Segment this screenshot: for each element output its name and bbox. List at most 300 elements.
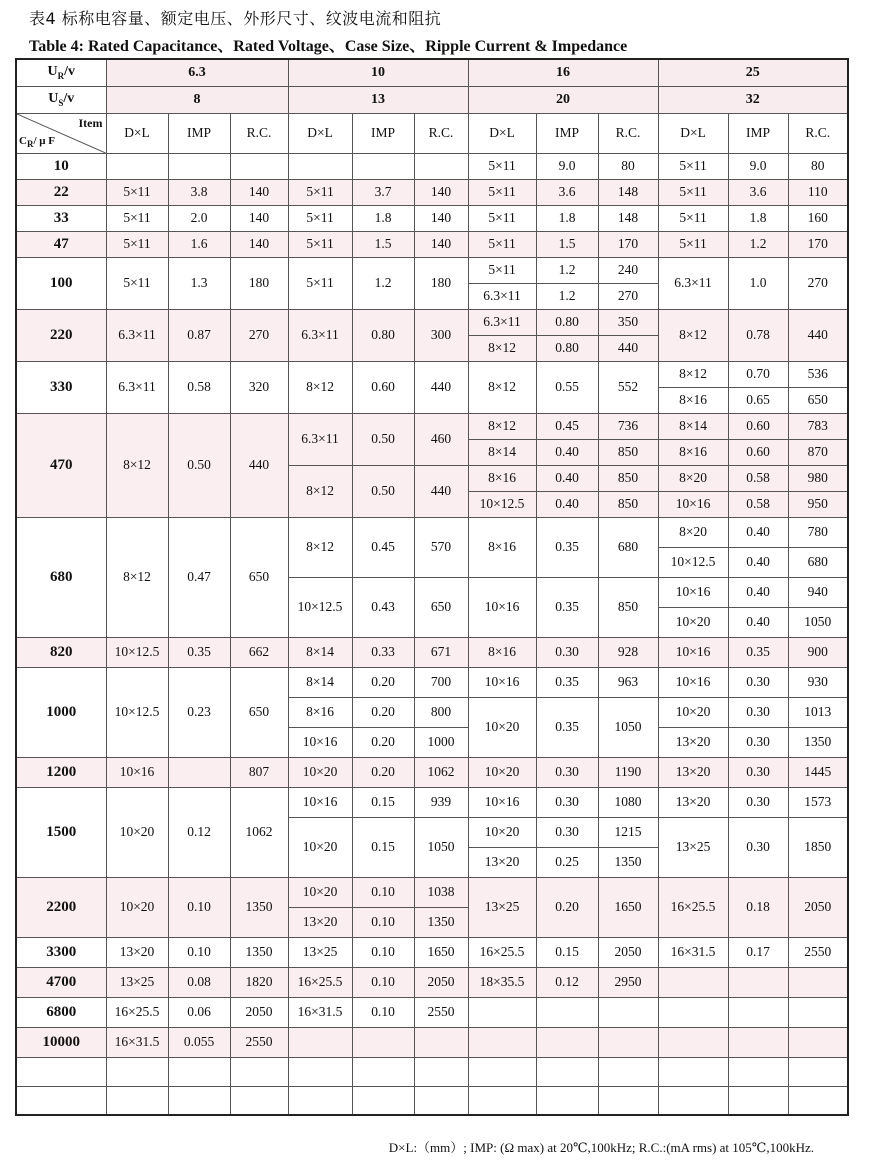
value-cell: 0.40: [728, 607, 788, 637]
value-cell: 10×12.5: [468, 491, 536, 517]
value-cell: 8×14: [288, 637, 352, 667]
value-cell: 1190: [598, 757, 658, 787]
value-cell: 8×16: [468, 637, 536, 667]
value-cell: 1013: [788, 697, 848, 727]
value-cell: 0.60: [728, 439, 788, 465]
value-cell: 170: [788, 231, 848, 257]
table-row: [16, 179, 848, 205]
capacitance-cell: 470: [16, 413, 106, 517]
table-row: [16, 967, 848, 997]
value-cell: [598, 997, 658, 1027]
value-cell: 1.2: [728, 231, 788, 257]
value-cell: [414, 1027, 468, 1057]
value-cell: 440: [414, 465, 468, 517]
value-cell: [658, 967, 728, 997]
value-cell: 8×16: [288, 697, 352, 727]
value-cell: [468, 1086, 536, 1115]
value-cell: 570: [414, 517, 468, 577]
value-cell: 2050: [788, 877, 848, 937]
value-cell: 5×11: [468, 231, 536, 257]
value-cell: 140: [230, 179, 288, 205]
ur-value: 25: [658, 59, 848, 86]
value-cell: 350: [598, 309, 658, 335]
value-cell: 1.2: [352, 257, 414, 309]
value-cell: 180: [230, 257, 288, 309]
value-cell: 270: [788, 257, 848, 309]
capacitance-cell: 220: [16, 309, 106, 361]
value-cell: 1038: [414, 877, 468, 907]
table-row: [16, 787, 848, 817]
capacitance-cell: 33: [16, 205, 106, 231]
value-cell: 1650: [414, 937, 468, 967]
value-cell: 536: [788, 361, 848, 387]
value-cell: 0.65: [728, 387, 788, 413]
value-cell: 8×12: [468, 335, 536, 361]
value-cell: 1650: [598, 877, 658, 937]
value-cell: 0.60: [352, 361, 414, 413]
value-cell: 5×11: [468, 257, 536, 283]
value-cell: 1.5: [536, 231, 598, 257]
value-cell: 13×25: [658, 817, 728, 877]
capacitance-cell: 22: [16, 179, 106, 205]
col-dl: D×L: [288, 113, 352, 153]
value-cell: 140: [414, 231, 468, 257]
capacitance-cell: 330: [16, 361, 106, 413]
value-cell: 16×25.5: [288, 967, 352, 997]
value-cell: 440: [230, 413, 288, 517]
value-cell: 0.40: [536, 491, 598, 517]
col-imp: IMP: [352, 113, 414, 153]
value-cell: 1.8: [352, 205, 414, 231]
value-cell: 1.2: [536, 257, 598, 283]
value-cell: 13×20: [658, 787, 728, 817]
value-cell: 0.58: [168, 361, 230, 413]
table-row: [16, 937, 848, 967]
value-cell: 1062: [230, 787, 288, 877]
value-cell: 800: [414, 697, 468, 727]
value-cell: 8×12: [288, 517, 352, 577]
value-cell: 0.80: [536, 335, 598, 361]
table-row: [16, 757, 848, 787]
value-cell: 0.40: [536, 465, 598, 491]
value-cell: 13×25: [106, 967, 168, 997]
value-cell: 0.35: [168, 637, 230, 667]
value-cell: [468, 1057, 536, 1086]
value-cell: 10×12.5: [288, 577, 352, 637]
value-cell: 850: [598, 465, 658, 491]
capacitance-cell: 1200: [16, 757, 106, 787]
value-cell: 8×12: [468, 413, 536, 439]
value-cell: 0.055: [168, 1027, 230, 1057]
table-row: [16, 1057, 848, 1086]
capacitance-cell: 10: [16, 153, 106, 179]
value-cell: 5×11: [106, 179, 168, 205]
footnote: D×L:（mm）; IMP: (Ω max) at 20℃,100kHz; R.C.:(mA rms) at 105℃,100kHz.: [388, 1140, 814, 1155]
value-cell: [106, 153, 168, 179]
value-cell: 0.20: [536, 877, 598, 937]
value-cell: [728, 1057, 788, 1086]
value-cell: [598, 1057, 658, 1086]
value-cell: 10×20: [106, 877, 168, 937]
col-imp: IMP: [168, 113, 230, 153]
value-cell: 1350: [598, 847, 658, 877]
value-cell: 270: [598, 283, 658, 309]
value-cell: 1.6: [168, 231, 230, 257]
value-cell: [352, 1027, 414, 1057]
value-cell: 6.3×11: [468, 309, 536, 335]
value-cell: 8×14: [288, 667, 352, 697]
surge-voltage-row: [16, 86, 848, 113]
value-cell: 8×12: [658, 361, 728, 387]
rated-voltage-row: [16, 59, 848, 86]
value-cell: 1350: [788, 727, 848, 757]
value-cell: [598, 1027, 658, 1057]
value-cell: [106, 1086, 168, 1115]
value-cell: 807: [230, 757, 288, 787]
value-cell: 5×11: [288, 231, 352, 257]
value-cell: 0.20: [352, 727, 414, 757]
value-cell: 0.43: [352, 577, 414, 637]
value-cell: [468, 997, 536, 1027]
value-cell: 160: [788, 205, 848, 231]
value-cell: [168, 153, 230, 179]
value-cell: 0.30: [728, 697, 788, 727]
value-cell: 5×11: [106, 205, 168, 231]
value-cell: 680: [598, 517, 658, 577]
value-cell: 16×31.5: [658, 937, 728, 967]
value-cell: 930: [788, 667, 848, 697]
col-rc: R.C.: [598, 113, 658, 153]
value-cell: 1.8: [536, 205, 598, 231]
value-cell: 0.35: [536, 697, 598, 757]
value-cell: 2550: [414, 997, 468, 1027]
value-cell: 1.2: [536, 283, 598, 309]
value-cell: 1850: [788, 817, 848, 877]
value-cell: 440: [414, 361, 468, 413]
capacitance-cell: 10000: [16, 1027, 106, 1057]
value-cell: 0.30: [728, 757, 788, 787]
value-cell: 980: [788, 465, 848, 491]
value-cell: 320: [230, 361, 288, 413]
value-cell: 1050: [598, 697, 658, 757]
value-cell: 2050: [230, 997, 288, 1027]
value-cell: 0.50: [352, 413, 414, 465]
spec-table-container: [15, 58, 847, 1116]
value-cell: 10×16: [468, 787, 536, 817]
capacitance-cell: 100: [16, 257, 106, 309]
value-cell: 10×16: [288, 787, 352, 817]
value-cell: 10×20: [468, 817, 536, 847]
value-cell: 8×16: [468, 465, 536, 491]
value-cell: 0.10: [352, 967, 414, 997]
value-cell: 80: [598, 153, 658, 179]
value-cell: 0.10: [352, 907, 414, 937]
value-cell: 850: [598, 439, 658, 465]
value-cell: [788, 1057, 848, 1086]
value-cell: [288, 1057, 352, 1086]
capacitance-cell: 1500: [16, 787, 106, 877]
col-dl: D×L: [106, 113, 168, 153]
table-row: [16, 1027, 848, 1057]
value-cell: 1062: [414, 757, 468, 787]
value-cell: 950: [788, 491, 848, 517]
value-cell: [788, 1027, 848, 1057]
value-cell: 850: [598, 577, 658, 637]
value-cell: 10×20: [468, 757, 536, 787]
value-cell: [168, 1057, 230, 1086]
value-cell: 3.8: [168, 179, 230, 205]
value-cell: 3.6: [536, 179, 598, 205]
table-row: [16, 667, 848, 697]
value-cell: [658, 997, 728, 1027]
value-cell: [414, 1086, 468, 1115]
value-cell: [658, 1027, 728, 1057]
value-cell: 5×11: [658, 153, 728, 179]
value-cell: 6.3×11: [106, 309, 168, 361]
value-cell: 10×20: [288, 817, 352, 877]
value-cell: 2550: [788, 937, 848, 967]
value-cell: 0.06: [168, 997, 230, 1027]
value-cell: 9.0: [536, 153, 598, 179]
value-cell: [168, 757, 230, 787]
value-cell: 8×16: [658, 387, 728, 413]
value-cell: [788, 997, 848, 1027]
value-cell: [536, 1086, 598, 1115]
col-imp: IMP: [728, 113, 788, 153]
value-cell: 780: [788, 517, 848, 547]
col-dl: D×L: [658, 113, 728, 153]
value-cell: [788, 1086, 848, 1115]
value-cell: 0.08: [168, 967, 230, 997]
value-cell: 0.30: [536, 637, 598, 667]
column-header-row: [16, 113, 848, 153]
value-cell: 240: [598, 257, 658, 283]
value-cell: [728, 997, 788, 1027]
value-cell: 8×12: [106, 517, 168, 637]
value-cell: 650: [788, 387, 848, 413]
value-cell: 0.40: [536, 439, 598, 465]
value-cell: 1350: [230, 877, 288, 937]
value-cell: 8×16: [658, 439, 728, 465]
value-cell: 5×11: [658, 205, 728, 231]
value-cell: [536, 1057, 598, 1086]
us-value: 13: [288, 86, 468, 113]
value-cell: 0.50: [352, 465, 414, 517]
value-cell: 1445: [788, 757, 848, 787]
value-cell: 8×16: [468, 517, 536, 577]
capacitance-cell: 47: [16, 231, 106, 257]
value-cell: 16×25.5: [658, 877, 728, 937]
value-cell: 0.18: [728, 877, 788, 937]
value-cell: 928: [598, 637, 658, 667]
value-cell: 8×14: [468, 439, 536, 465]
value-cell: [728, 1027, 788, 1057]
value-cell: 0.10: [352, 877, 414, 907]
spec-table: [15, 58, 849, 1116]
value-cell: 140: [414, 179, 468, 205]
value-cell: 8×14: [658, 413, 728, 439]
value-cell: 850: [598, 491, 658, 517]
us-value: 32: [658, 86, 848, 113]
col-dl: D×L: [468, 113, 536, 153]
value-cell: 0.15: [352, 817, 414, 877]
value-cell: 10×16: [658, 637, 728, 667]
value-cell: 0.20: [352, 697, 414, 727]
value-cell: 0.30: [536, 757, 598, 787]
value-cell: 1350: [230, 937, 288, 967]
value-cell: 5×11: [468, 179, 536, 205]
value-cell: 140: [230, 231, 288, 257]
value-cell: [728, 967, 788, 997]
value-cell: 3.7: [352, 179, 414, 205]
value-cell: 148: [598, 179, 658, 205]
value-cell: 0.25: [536, 847, 598, 877]
table-row: [16, 517, 848, 547]
value-cell: 0.30: [728, 667, 788, 697]
value-cell: 3.6: [728, 179, 788, 205]
value-cell: 0.30: [536, 817, 598, 847]
value-cell: 10×20: [106, 787, 168, 877]
value-cell: 16×25.5: [106, 997, 168, 1027]
value-cell: [414, 153, 468, 179]
value-cell: 8×12: [288, 361, 352, 413]
value-cell: 0.45: [536, 413, 598, 439]
value-cell: 2.0: [168, 205, 230, 231]
value-cell: [352, 1086, 414, 1115]
value-cell: 8×20: [658, 517, 728, 547]
value-cell: 0.35: [536, 577, 598, 637]
value-cell: 10×12.5: [106, 667, 168, 757]
value-cell: 680: [788, 547, 848, 577]
value-cell: [468, 1027, 536, 1057]
value-cell: 10×12.5: [106, 637, 168, 667]
capacitance-cell: 2200: [16, 877, 106, 937]
value-cell: 110: [788, 179, 848, 205]
value-cell: 13×25: [288, 937, 352, 967]
value-cell: 0.35: [536, 667, 598, 697]
capacitance-cell: 680: [16, 517, 106, 637]
value-cell: 963: [598, 667, 658, 697]
value-cell: 13×20: [658, 757, 728, 787]
value-cell: 940: [788, 577, 848, 607]
value-cell: 1.0: [728, 257, 788, 309]
value-cell: 0.40: [728, 547, 788, 577]
value-cell: 80: [788, 153, 848, 179]
col-rc: R.C.: [414, 113, 468, 153]
value-cell: 270: [230, 309, 288, 361]
value-cell: 0.15: [536, 937, 598, 967]
value-cell: 2550: [230, 1027, 288, 1057]
value-cell: 13×20: [468, 847, 536, 877]
value-cell: 5×11: [468, 153, 536, 179]
value-cell: 1.3: [168, 257, 230, 309]
value-cell: 0.58: [728, 465, 788, 491]
value-cell: 5×11: [658, 179, 728, 205]
value-cell: 6.3×11: [468, 283, 536, 309]
value-cell: 5×11: [106, 231, 168, 257]
value-cell: 0.78: [728, 309, 788, 361]
table-row: [16, 413, 848, 439]
value-cell: 1.5: [352, 231, 414, 257]
value-cell: 671: [414, 637, 468, 667]
table-title-chinese: 表4 标称电容量、额定电压、外形尺寸、纹波电流和阻抗: [29, 9, 442, 28]
value-cell: 783: [788, 413, 848, 439]
value-cell: 5×11: [468, 205, 536, 231]
value-cell: 10×16: [658, 491, 728, 517]
value-cell: 10×16: [658, 667, 728, 697]
value-cell: 0.35: [536, 517, 598, 577]
value-cell: 650: [230, 517, 288, 637]
ur-value: 6.3: [106, 59, 288, 86]
value-cell: [16, 1086, 106, 1115]
value-cell: [728, 1086, 788, 1115]
value-cell: 10×16: [288, 727, 352, 757]
value-cell: 8×20: [658, 465, 728, 491]
value-cell: 1050: [414, 817, 468, 877]
value-cell: 1820: [230, 967, 288, 997]
value-cell: 1350: [414, 907, 468, 937]
value-cell: 5×11: [288, 205, 352, 231]
value-cell: 700: [414, 667, 468, 697]
value-cell: 6.3×11: [658, 257, 728, 309]
value-cell: 939: [414, 787, 468, 817]
value-cell: 18×35.5: [468, 967, 536, 997]
value-cell: 0.23: [168, 667, 230, 757]
us-value: 20: [468, 86, 658, 113]
table-row: [16, 309, 848, 335]
value-cell: 10×16: [106, 757, 168, 787]
value-cell: 10×16: [468, 667, 536, 697]
table-row: [16, 257, 848, 283]
value-cell: 0.15: [352, 787, 414, 817]
value-cell: 140: [414, 205, 468, 231]
value-cell: 10×12.5: [658, 547, 728, 577]
value-cell: 8×12: [288, 465, 352, 517]
value-cell: [352, 1057, 414, 1086]
capacitance-cell: 3300: [16, 937, 106, 967]
value-cell: 16×31.5: [288, 997, 352, 1027]
table-title-english: Table 4: Rated Capacitance、Rated Voltage、Case Size、Ripple Current & Impedance: [29, 38, 628, 55]
value-cell: 0.60: [728, 413, 788, 439]
value-cell: 5×11: [288, 257, 352, 309]
value-cell: 9.0: [728, 153, 788, 179]
value-cell: 0.40: [728, 577, 788, 607]
value-cell: 0.87: [168, 309, 230, 361]
value-cell: 6.3×11: [288, 413, 352, 465]
value-cell: 10×16: [658, 577, 728, 607]
value-cell: [414, 1057, 468, 1086]
value-cell: [658, 1057, 728, 1086]
value-cell: 140: [230, 205, 288, 231]
capacitance-cell: 820: [16, 637, 106, 667]
value-cell: 0.10: [352, 937, 414, 967]
value-cell: [288, 153, 352, 179]
col-rc: R.C.: [230, 113, 288, 153]
value-cell: 662: [230, 637, 288, 667]
value-cell: 0.20: [352, 757, 414, 787]
value-cell: 440: [788, 309, 848, 361]
capacitance-cell: 6800: [16, 997, 106, 1027]
value-cell: 0.12: [536, 967, 598, 997]
value-cell: 0.12: [168, 787, 230, 877]
value-cell: 440: [598, 335, 658, 361]
value-cell: 1000: [414, 727, 468, 757]
value-cell: [106, 1057, 168, 1086]
value-cell: [288, 1086, 352, 1115]
value-cell: 0.17: [728, 937, 788, 967]
value-cell: 0.30: [728, 787, 788, 817]
value-cell: 10×16: [468, 577, 536, 637]
